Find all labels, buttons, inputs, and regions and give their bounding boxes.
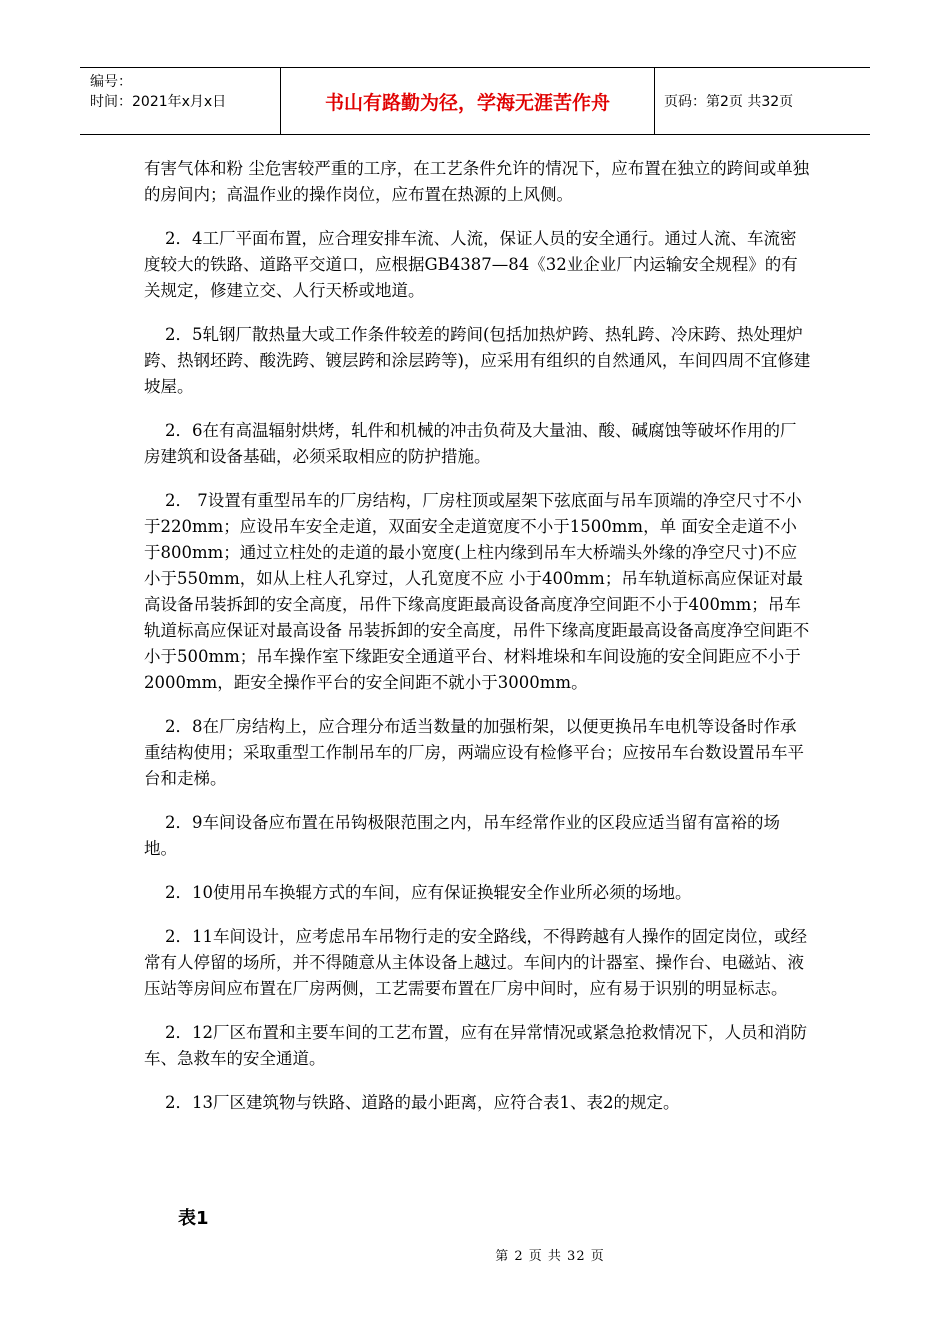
header-motto: 书山有路勤为径，学海无涯苦作舟 — [280, 68, 655, 134]
document-number-label: 编号： — [90, 74, 132, 90]
table-label: 表1 — [178, 1208, 209, 1229]
header-page-info: 页码：第2页 共32页 — [664, 94, 794, 110]
paragraph: 2．10使用吊车换辊方式的车间，应有保证换辊安全作业所必须的场地。 — [144, 883, 692, 902]
page-footer — [0, 1245, 950, 1264]
paragraph: 2．5轧钢厂散热量大或工作条件较差的跨间(包括加热炉跨、热轧跨、冷床跨、热处理炉跨、热钢坯跨、酸洗跨、镀层跨和涂层跨等)，应采用有组织的自然通风，车间四周不宜修建坡屋。 — [144, 325, 811, 396]
paragraph: 有害气体和粉 尘危害较严重的工序，在工艺条件允许的情况下，应布置在独立的跨间或单独的房间内；高温作业的操作岗位，应布置在热源的上风侧。 — [144, 159, 810, 204]
paragraph: 2．12厂区布置和主要车间的工艺布置，应有在异常情况或紧急抢救情况下，人员和消防车、急救车的安全通道。 — [144, 1023, 807, 1068]
paragraph: 2．9车间设备应布置在吊钩极限范围之内，吊车经常作业的区段应适当留有富裕的场地。 — [144, 813, 780, 858]
paragraph: 2．8在厂房结构上，应合理分布适当数量的加强桁架，以便更换吊车电机等设备时作承重结构使用；采取重型工作制吊车的厂房，两端应设有检修平台；应按吊车台数设置吊车平台和走梯。 — [144, 717, 804, 788]
paragraph: 2．6在有高温辐射烘烤，轧件和机械的冲击负荷及大量油、酸、碱腐蚀等破坏作用的厂房建筑和设备基础，必须采取相应的防护措施。 — [144, 421, 797, 466]
header-meta — [90, 72, 226, 112]
document-body — [144, 156, 812, 1134]
page-header — [80, 67, 870, 135]
footer-page-number: 第 2 页 共 32 页 — [495, 1249, 605, 1264]
paragraph: 2．11车间设计，应考虑吊车吊物行走的安全路线，不得跨越有人操作的固定岗位，或经常有人停留的场所，并不得随意从主体设备上越过。车间内的计器室、操作台、电磁站、液压站等房间应布置在厂房两侧，工艺需要布置在厂房中间时，应有易于识别的明显标志。 — [144, 927, 807, 998]
paragraph: 2．13厂区建筑物与铁路、道路的最小距离，应符合表1、表2的规定。 — [144, 1093, 680, 1112]
document-time-label: 时间：2021年x月x日 — [90, 94, 227, 110]
paragraph: 2． 7设置有重型吊车的厂房结构，厂房柱顶或屋架下弦底面与吊车顶端的净空尺寸不小于220mm；应设吊车安全走道，双面安全走道宽度不小于1500mm，单 面安全走道不小于800mm；通过立柱处的走道的最小宽度(上柱内缘到吊车大桥端头外缘的净空尺寸)不应小于550mm，如从上柱人孔穿过，人孔宽度不应 小于400mm；吊车轨道标高应保证对最高设备吊装拆卸的安全高度，吊件下缘高度距最高设备高度净空间距不小于400mm；吊车轨道标高应保证对最高设备 吊装拆卸的安全高度，吊件下缘高度距最高设备高度净空间距不小于500mm；吊车操作室下缘距安全通道平台、材料堆垛和车间设施的安全间距应不小于 2000mm，距安全操作平台的安全间距不就小于3000mm。 — [144, 491, 810, 692]
paragraph: 2．4工厂平面布置，应合理安排车流、人流，保证人员的安全通行。通过人流、车流密度较大的铁路、道路平交道口，应根据GB4387—84《32业企业厂内运输安全规程》的有关规定，修建立交、人行天桥或地道。 — [144, 229, 798, 300]
